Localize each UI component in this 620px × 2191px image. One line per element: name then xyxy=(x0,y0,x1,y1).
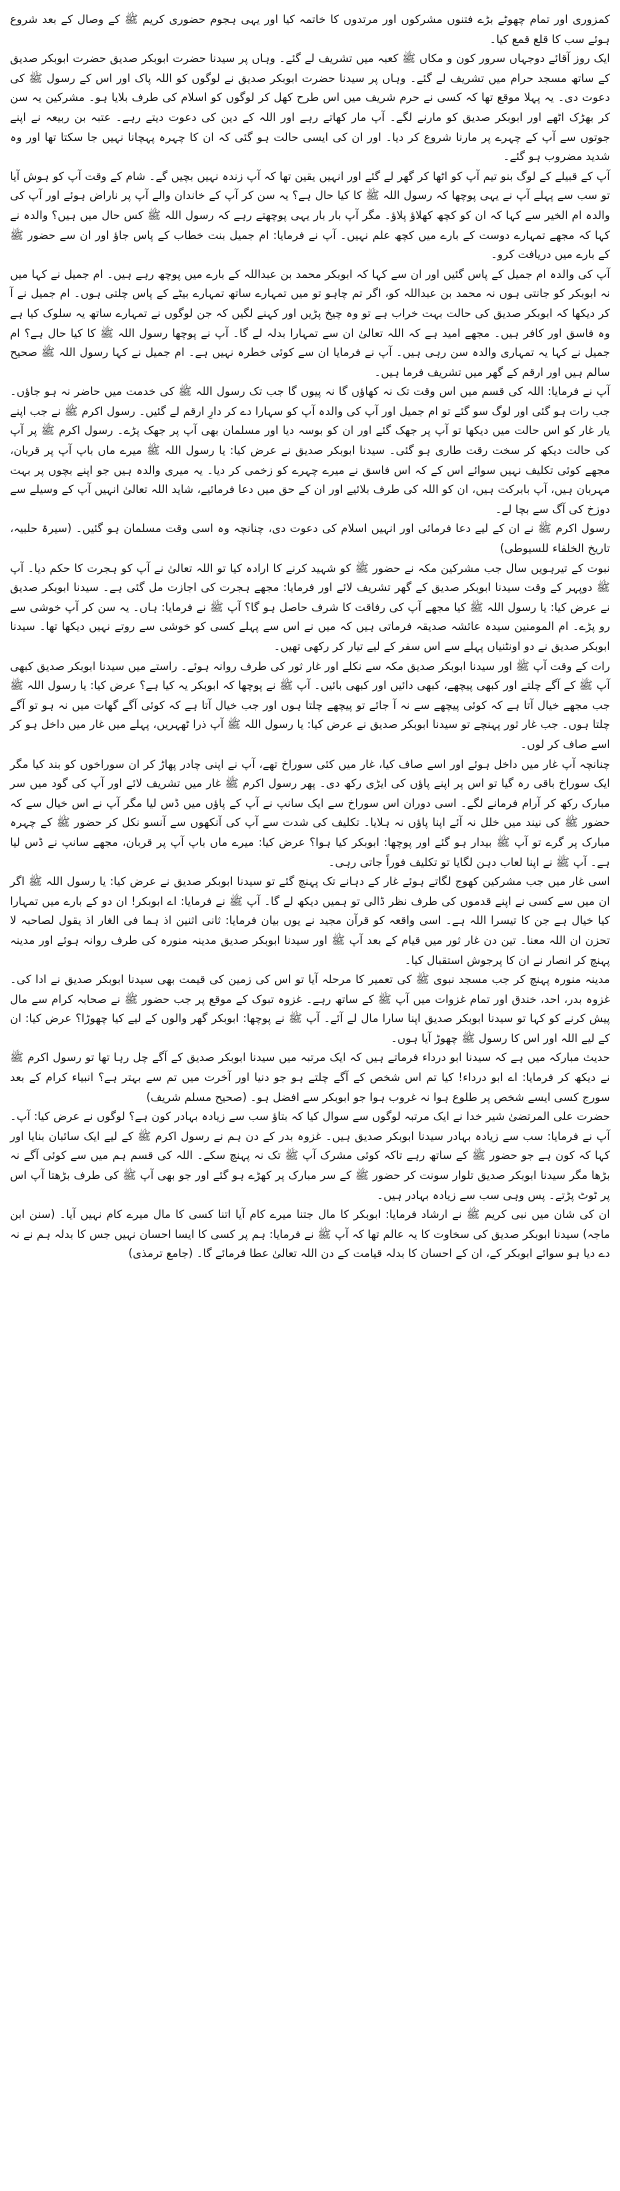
article-paragraph-10: اسی غار میں جب مشرکین کھوج لگاتے ہوئے غار کے دہانے تک پہنچ گئے تو سیدنا ابوبکر صدیق نے عرض کیا: یا رسول اللہ ﷺ اگر ان میں سے کسی نے اپنے قدموں کی طرف نظر ڈالی تو ہمیں دیکھ لے گا۔ آپ ﷺ نے فرمایا: اے ابوبکر! ان دو کے بارے میں تمہارا کیا خیال ہے جن کا تیسرا اللہ ہے۔ اسی واقعہ کو قرآن مجید نے یوں بیان فرمایا: ثانی اثنین اذ ہما فی الغار اذ یقول لصاحبہ لا تحزن ان اللہ معنا۔ تین دن غار ثور میں قیام کے بعد آپ ﷺ اور سیدنا ابوبکر صدیق مدینہ منورہ کی طرف روانہ ہوئے اور مدینہ پہنچ کر انصار نے ان کا پرجوش استقبال کیا۔ xyxy=(10,875,610,967)
article-paragraph-6: رسول اکرم ﷺ نے ان کے لیے دعا فرمائی اور انہیں اسلام کی دعوت دی، چنانچہ وہ اسی وقت مسلمان ہو گئیں۔ (سیرۃ حلبیہ، تاریخ الخلفاء للسیوطی) xyxy=(10,522,610,556)
article-paragraph-7: نبوت کے تیرہویں سال جب مشرکین مکہ نے حضور ﷺ کو شہید کرنے کا ارادہ کیا تو اللہ تعالیٰ نے آپ کو ہجرت کا حکم دیا۔ آپ ﷺ دوپہر کے وقت سیدنا ابوبکر صدیق کے گھر تشریف لائے اور فرمایا: مجھے ہجرت کی اجازت مل گئی ہے۔ سیدنا ابوبکر صدیق نے عرض کیا: یا رسول اللہ ﷺ کیا مجھے آپ کی رفاقت کا شرف حاصل ہو گا؟ آپ ﷺ نے فرمایا: ہاں۔ یہ سن کر آپ خوشی سے رو پڑے۔ ام المومنین سیدہ عائشہ صدیقہ فرماتی ہیں کہ میں نے اس سے پہلے کسی کو خوشی سے روتے نہیں دیکھا تھا۔ سیدنا ابوبکر صدیق نے دو اونٹنیاں پہلے سے اس سفر کے لیے تیار کر رکھی تھیں۔ xyxy=(10,561,610,653)
article-paragraph-9: چنانچہ آپ غار میں داخل ہوئے اور اسے صاف کیا، غار میں کئی سوراخ تھے، آپ نے اپنی چادر پھاڑ کر ان سوراخوں کو بند کیا مگر ایک سوراخ باقی رہ گیا تو اس پر اپنے پاؤں کی ایڑی رکھ دی۔ پھر رسول اکرم ﷺ غار میں تشریف لائے اور آپ کی گود میں سر مبارک رکھ کر آرام فرمانے لگے۔ اسی دوران اس سوراخ سے ایک سانپ نے آپ کے پاؤں میں ڈس لیا مگر آپ نے اس خیال سے کہ حضور ﷺ کی نیند میں خلل نہ آئے اپنا پاؤں نہ ہلایا۔ تکلیف کی شدت سے آپ کی آنکھوں سے آنسو نکل کر حضور ﷺ کے چہرہ مبارک پر گرے تو آپ ﷺ بیدار ہو گئے اور پوچھا: ابوبکر کیا ہوا؟ عرض کیا: میرے ماں باپ آپ پر قربان، مجھے سانپ نے ڈس لیا ہے۔ آپ ﷺ نے اپنا لعاب دہن لگایا تو تکلیف فوراً جاتی رہی۔ xyxy=(10,757,610,869)
article-paragraph-14: ان کی شان میں نبی کریم ﷺ نے ارشاد فرمایا: ابوبکر کا مال جتنا میرے کام آیا اتنا کسی کا مال میرے کام نہیں آیا۔ (سنن ابن ماجہ) سیدنا ابوبکر صدیق کی سخاوت کا یہ عالم تھا کہ آپ ﷺ نے فرمایا: ہم پر کسی کا ایسا احسان نہیں جس کا بدلہ ہم نے نہ دے دیا ہو سوائے ابوبکر کے، ان کے احسان کا بدلہ قیامت کے دن اللہ تعالیٰ عطا فرمائے گا۔ (جامع ترمذی) xyxy=(10,1208,610,1261)
article-paragraph-12: حدیث مبارکہ میں ہے کہ سیدنا ابو درداء فرماتے ہیں کہ ایک مرتبہ میں سیدنا ابوبکر صدیق کے آگے چل رہا تھا تو رسول اکرم ﷺ نے دیکھ کر فرمایا: اے ابو درداء! کیا تم اس شخص کے آگے چلتے ہو جو دنیا اور آخرت میں تم سے بہتر ہے؟ انبیاء کرام کے بعد سورج کسی ایسے شخص پر طلوع ہوا نہ غروب ہوا جو ابوبکر سے افضل ہو۔ (صحیح مسلم شریف) xyxy=(10,1051,610,1104)
article-paragraph-13: حضرت علی المرتضیٰ شیر خدا نے ایک مرتبہ لوگوں سے سوال کیا کہ بتاؤ سب سے زیادہ بہادر کون ہے؟ لوگوں نے عرض کیا: آپ۔ آپ نے فرمایا: سب سے زیادہ بہادر سیدنا ابوبکر صدیق ہیں۔ غزوہ بدر کے دن ہم نے رسول اکرم ﷺ کے لیے ایک سائبان بنایا اور کہا کہ کون ہے جو حضور ﷺ کے ساتھ رہے تاکہ کوئی مشرک آپ ﷺ تک نہ پہنچ سکے۔ اللہ کی قسم ہم میں سے کوئی آگے نہ بڑھا مگر سیدنا ابوبکر صدیق تلوار سونت کر حضور ﷺ کے سر مبارک پر کھڑے ہو گئے اور جو بھی آپ ﷺ کی طرف بڑھتا آپ اس پر ٹوٹ پڑتے۔ پس وہی سب سے زیادہ بہادر ہیں۔ xyxy=(10,1110,610,1202)
article-paragraph-11: مدینہ منورہ پہنچ کر جب مسجد نبوی ﷺ کی تعمیر کا مرحلہ آیا تو اس کی زمین کی قیمت بھی سیدنا ابوبکر صدیق نے ادا کی۔ غزوہ بدر، احد، خندق اور تمام غزوات میں آپ ﷺ کے ساتھ رہے۔ غزوہ تبوک کے موقع پر جب حضور ﷺ نے صحابہ کرام سے مال پیش کرنے کو کہا تو سیدنا ابوبکر صدیق اپنا سارا مال لے آئے۔ آپ ﷺ نے پوچھا: ابوبکر گھر والوں کے لیے کیا چھوڑا؟ عرض کیا: ان کے لیے اللہ اور اس کا رسول ﷺ چھوڑ آیا ہوں۔ xyxy=(10,973,610,1045)
article-paragraph-4: آپ کی والدہ ام جمیل کے پاس گئیں اور ان سے کہا کہ ابوبکر محمد بن عبداللہ کے بارے میں پوچھ رہے ہیں۔ ام جمیل نے کہا میں نہ ابوبکر کو جانتی ہوں نہ محمد بن عبداللہ کو، اگر تم چاہو تو میں تمہارے ساتھ تمہارے بیٹے کے پاس چلتی ہوں۔ ام جمیل نے آ کر دیکھا کہ ابوبکر صدیق کی حالت بہت خراب ہے تو وہ چیخ پڑیں اور کہنے لگیں کہ جن لوگوں نے تمہارے ساتھ یہ سلوک کیا ہے وہ فاسق اور کافر ہیں۔ مجھے امید ہے کہ اللہ تعالیٰ ان سے تمہارا بدلہ لے گا۔ آپ نے پوچھا رسول اللہ ﷺ کا کیا حال ہے؟ ام جمیل نے کہا یہ تمہاری والدہ سن رہی ہیں۔ آپ نے فرمایا ان سے کوئی خطرہ نہیں ہے۔ ام جمیل نے کہا رسول اللہ ﷺ صحیح سالم ہیں اور ارقم کے گھر میں تشریف فرما ہیں۔ xyxy=(10,267,610,379)
article-paragraph-5: آپ نے فرمایا: اللہ کی قسم میں اس وقت تک نہ کھاؤں گا نہ پیوں گا جب تک رسول اللہ ﷺ کی خدمت میں حاضر نہ ہو جاؤں۔ جب رات ہو گئی اور لوگ سو گئے تو ام جمیل اور آپ کی والدہ آپ کو سہارا دے کر دارِ ارقم لے گئیں۔ رسول اکرم ﷺ نے جب اپنے یار غار کو اس حالت میں دیکھا تو آپ پر جھک گئے اور ان کو بوسہ دیا اور مسلمان بھی آپ پر جھک پڑے۔ رسول اکرم ﷺ پر آپ کی حالت دیکھ کر سخت رقت طاری ہو گئی۔ سیدنا ابوبکر صدیق نے عرض کیا: یا رسول اللہ ﷺ میرے ماں باپ آپ پر قربان، مجھے کوئی تکلیف نہیں سوائے اس کے کہ اس فاسق نے میرے چہرے کو زخمی کر دیا۔ یہ میری والدہ ہیں جو اپنے بچوں پر بہت مہربان ہیں، آپ بابرکت ہیں، ان کو اللہ کی طرف بلائیے اور ان کے حق میں دعا فرمائیے، شاید اللہ تعالیٰ انہیں آپ کے وسیلے سے دوزخ کی آگ سے بچا لے۔ xyxy=(10,385,610,516)
article-paragraph-1: کمزوری اور تمام چھوٹے بڑے فتنوں مشرکوں اور مرتدوں کا خاتمہ کیا اور یہی ہجوم حضوری کریم ﷺ کے وصال کے بعد شروع ہوئے سب کا قلع قمع کیا۔ xyxy=(10,13,610,46)
article-paragraph-3: آپ کے قبیلے کے لوگ بنو تیم آپ کو اٹھا کر گھر لے گئے اور انہیں یقین تھا کہ آپ زندہ نہیں بچیں گے۔ شام کے وقت آپ کو ہوش آیا تو سب سے پہلے آپ نے یہی پوچھا کہ رسول اللہ ﷺ کا کیا حال ہے؟ یہ سن کر آپ کے خاندان والے آپ پر ناراض ہوئے اور آپ کی والدہ ام الخیر سے کہا کہ ان کو کچھ کھلاؤ پلاؤ۔ مگر آپ بار بار یہی پوچھتے رہے کہ رسول اللہ ﷺ کس حال میں ہیں؟ والدہ نے کہا کہ مجھے تمہارے دوست کے بارے میں کچھ علم نہیں۔ آپ نے فرمایا: ام جمیل بنت خطاب کے پاس جاؤ اور ان سے حضور ﷺ کے بارے میں دریافت کرو۔ xyxy=(10,169,610,262)
article-paragraph-2: ایک روز آقائے دوجہاں سرور کون و مکاں ﷺ کعبہ میں تشریف لے گئے۔ وہاں پر سیدنا حضرت ابوبکر صدیق حضرت ابوبکر صدیق کے ساتھ مسجد حرام میں تشریف لے گئے۔ وہاں پر سیدنا حضرت ابوبکر صدیق نے لوگوں کو اللہ پاک اور اس کے رسول ﷺ کی دعوت دی۔ یہ پہلا موقع تھا کہ کسی نے حرم شریف میں اس طرح کھل کر لوگوں کو اسلام کی طرف بلایا ہو۔ مشرکین یہ سن کر بھڑک اٹھے اور ابوبکر صدیق کو مارنے لگے۔ آپ مار کھاتے رہے اور اللہ کے دین کی دعوت دیتے رہے۔ عتبہ بن ربیعہ نے اپنے جوتوں سے آپ کے چہرے پر مارنا شروع کر دیا۔ اور ان کی ایسی حالت ہو گئی کہ ان کا چہرہ پہچانا نہیں جا سکتا تھا اور وہ شدید مضروب ہو گئے۔ xyxy=(10,52,610,164)
article-paragraph-8: رات کے وقت آپ ﷺ اور سیدنا ابوبکر صدیق مکہ سے نکلے اور غار ثور کی طرف روانہ ہوئے۔ راستے میں سیدنا ابوبکر صدیق کبھی آپ ﷺ کے آگے چلتے اور کبھی پیچھے، کبھی دائیں اور کبھی بائیں۔ آپ ﷺ نے پوچھا کہ ابوبکر یہ کیا ہے؟ عرض کیا: یا رسول اللہ ﷺ جب مجھے خیال آتا ہے کہ کوئی پیچھے سے نہ آ جائے تو پیچھے چلتا ہوں اور جب خیال آتا ہے کہ کوئی آگے گھات میں نہ ہو تو آگے چلتا ہوں۔ جب غار ثور پہنچے تو سیدنا ابوبکر صدیق نے عرض کیا: یا رسول اللہ ﷺ آپ ذرا ٹھہریں، پہلے میں غار میں داخل ہو کر اسے صاف کر لوں۔ xyxy=(10,659,610,751)
